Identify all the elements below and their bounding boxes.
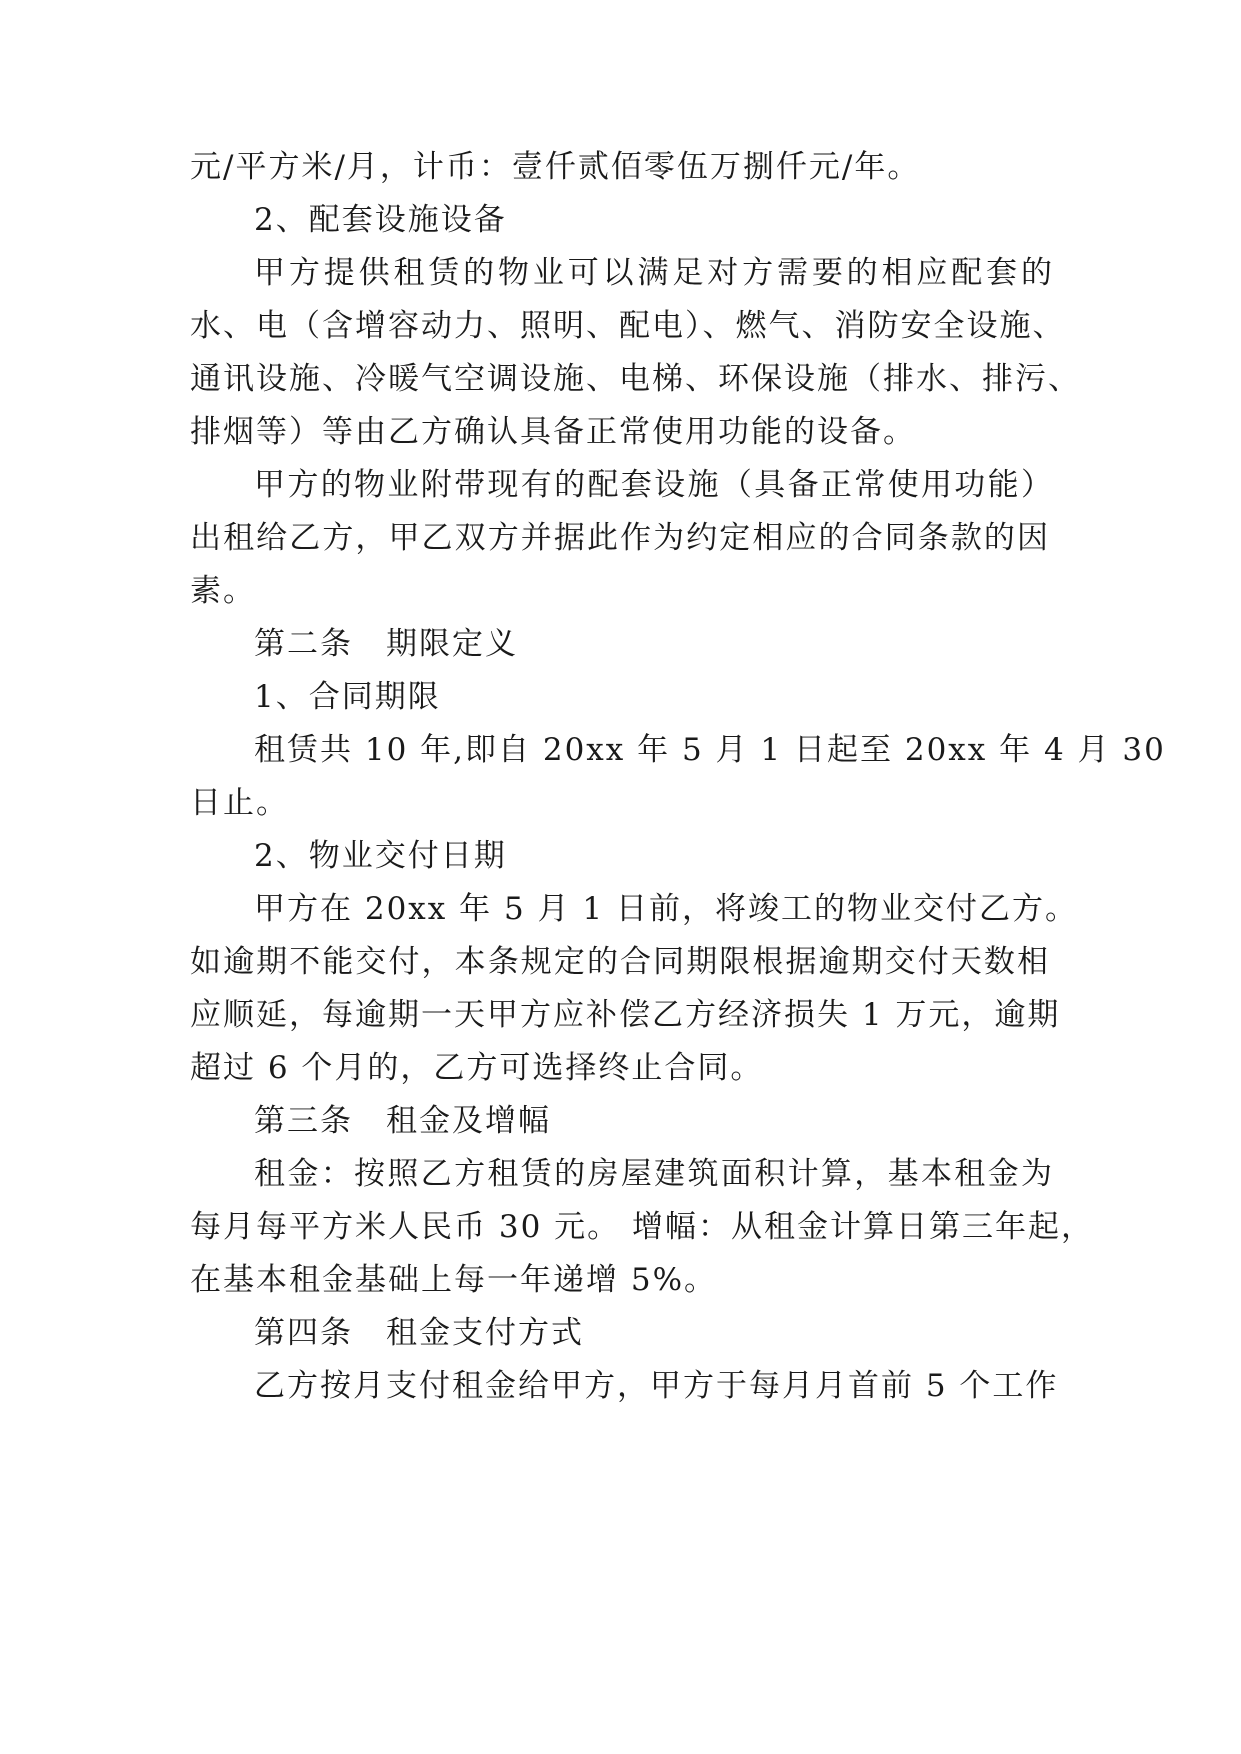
- section-heading: 1、合同期限: [254, 679, 441, 715]
- text-line: 日止。: [190, 785, 289, 821]
- section-heading: 2、物业交付日期: [254, 838, 507, 874]
- text-line: 水、电（含增容动力、照明、配电）、燃气、消防安全设施、: [190, 308, 1066, 344]
- article-heading: 第三条 租金及增幅: [254, 1103, 551, 1139]
- text-line: 排烟等）等由乙方确认具备正常使用功能的设备。: [190, 414, 916, 450]
- text-line: 超过 6 个月的，乙方可选择终止合同。: [190, 1050, 764, 1086]
- text-line: 租赁共 10 年,即自 20xx 年 5 月 1 日起至 20xx 年 4 月 30: [254, 732, 1166, 768]
- text-line: 出租给乙方，甲乙双方并据此作为约定相应的合同条款的因: [190, 520, 1050, 556]
- article-heading: 第四条 租金支付方式: [254, 1315, 584, 1351]
- text-line: 乙方按月支付租金给甲方，甲方于每月月首前 5 个工作: [254, 1368, 1059, 1404]
- article-heading: 第二条 期限定义: [254, 626, 518, 662]
- text-line: 甲方提供租赁的物业可以满足对方需要的相应配套的: [254, 255, 1054, 291]
- text-line: 租金：按照乙方租赁的房屋建筑面积计算，基本租金为: [254, 1156, 1054, 1192]
- text-line: 素。: [190, 573, 256, 609]
- text-line: 应顺延，每逾期一天甲方应补偿乙方经济损失 1 万元，逾期: [190, 997, 1061, 1033]
- text-line: 元/平方米/月，计币：壹仟贰佰零伍万捌仟元/年。: [190, 149, 921, 185]
- text-line: 如逾期不能交付，本条规定的合同期限根据逾期交付天数相: [190, 944, 1050, 980]
- text-line: 通讯设施、冷暖气空调设施、电梯、环保设施（排水、排污、: [190, 361, 1081, 397]
- section-heading: 2、配套设施设备: [254, 202, 507, 238]
- text-line: 甲方在 20xx 年 5 月 1 日前，将竣工的物业交付乙方。: [254, 891, 1078, 927]
- text-line: 甲方的物业附带现有的配套设施（具备正常使用功能）: [254, 467, 1054, 503]
- text-line: 在基本租金基础上每一年递增 5%。: [190, 1262, 718, 1298]
- text-line: 每月每平方米人民币 30 元。 增幅：从租金计算日第三年起，: [190, 1209, 1095, 1245]
